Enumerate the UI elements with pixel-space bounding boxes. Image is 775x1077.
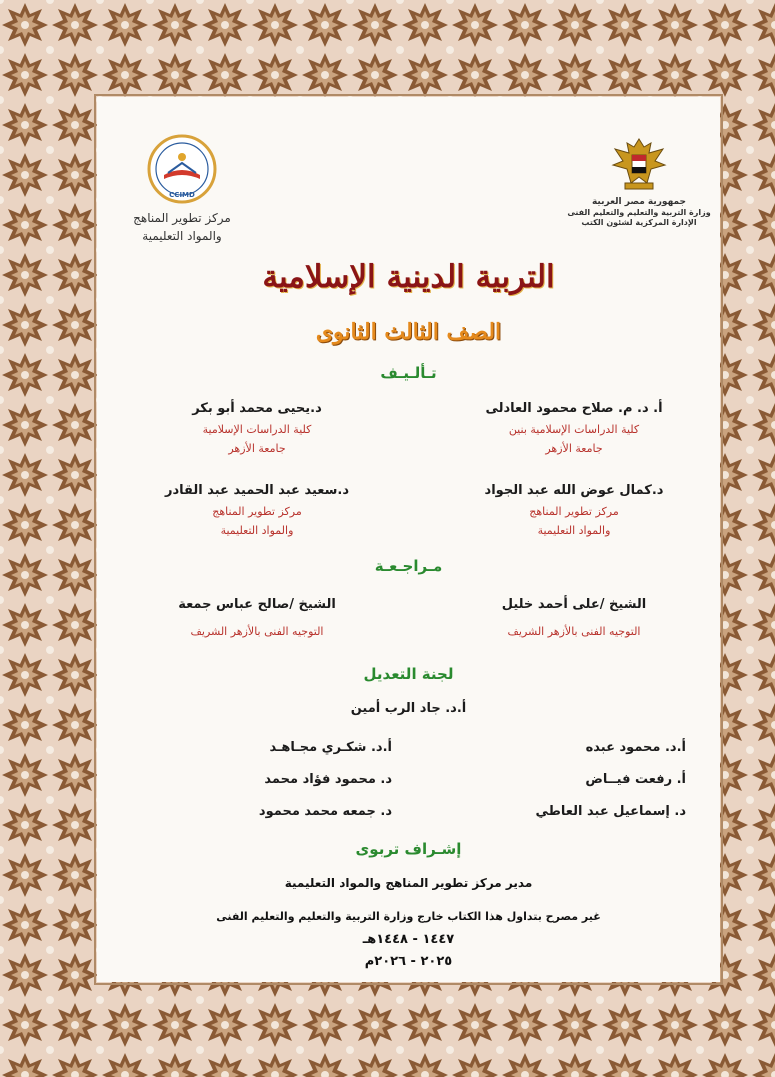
reviewer-1 <box>464 597 684 641</box>
author-3-affil-2: والمواد التعليمية <box>537 524 611 537</box>
ministry-logo-line-2: وزارة التربية والتعليم والتعليم الفنى <box>567 208 711 217</box>
author-1-affil-2: جامعة الأزهر <box>545 442 603 455</box>
author-3-affil-1: مركز تطوير المناهج <box>529 505 619 518</box>
author-1-name: أ. د. م. صلاح محمود العادلى <box>485 401 663 416</box>
book-title: التربية الدينية الإسلامية <box>262 259 555 295</box>
reviewer-2 <box>147 597 367 641</box>
author-2-name: د.يحيى محمد أبو بكر <box>192 401 322 416</box>
author-3 <box>464 483 684 540</box>
curriculum-center-logo-block <box>127 133 237 245</box>
committee-member-1: أ.د. محمود عبده <box>585 740 686 755</box>
reviewer-1-name: الشيخ /على أحمد خليل <box>501 597 647 612</box>
title-page-panel <box>97 97 720 982</box>
author-4-affil-2: والمواد التعليمية <box>220 524 294 537</box>
author-4-name: د.سعيد عبد الحميد عبد القادر <box>164 483 349 498</box>
center-name-line-1: مركز تطوير المناهج <box>133 211 231 225</box>
ccimd-abbr: CCIMD <box>169 191 195 199</box>
committee-member-3: أ. رفعت فيــاض <box>585 772 686 787</box>
supervision-heading: إشـراف تربوى <box>355 840 462 858</box>
grade-subtitle: الصف الثالث الثانوى <box>315 319 502 345</box>
reviewers-heading: مـراجـعـة <box>374 557 443 575</box>
supervision-text: مدير مركز تطوير المناهج والمواد التعليمية <box>284 876 533 890</box>
reviewer-2-affil: التوجيه الفنى بالأزهر الشريف <box>190 625 324 638</box>
author-4 <box>147 483 367 540</box>
ministry-logo-block <box>564 135 714 228</box>
ministry-logo-line-3: الإدارة المركزية لشئون الكتب <box>581 218 697 227</box>
author-2 <box>147 401 367 458</box>
committee-member-4: د. محمود فؤاد محمد <box>264 772 392 787</box>
author-1-affil-1: كلية الدراسات الإسلامية بنين <box>508 423 640 436</box>
committee-member-5: د. إسماعيل عبد العاطي <box>535 804 686 819</box>
reviewer-2-name: الشيخ /صالح عباس جمعة <box>178 597 336 612</box>
authors-heading: تـألـيـف <box>380 364 437 382</box>
hijri-year: ١٤٤٧ - ١٤٤٨هـ <box>362 932 455 947</box>
author-2-affil-2: جامعة الأزهر <box>228 442 286 455</box>
egypt-eagle-emblem-icon <box>611 135 667 193</box>
author-1 <box>464 401 684 458</box>
committee-heading: لجنة التعديل <box>363 665 454 683</box>
gregorian-year: ٢٠٢٥ - ٢٠٢٦م <box>364 954 453 969</box>
center-name-line-2: والمواد التعليمية <box>142 229 222 243</box>
committee-member-6: د. جمعه محمد محمود <box>258 804 392 819</box>
ministry-logo-line-1: جمهورية مصر العربية <box>591 197 687 207</box>
committee-member-2: أ.د. شكـري مجـاهـد <box>269 740 392 755</box>
author-2-affil-1: كلية الدراسات الإسلامية <box>202 423 312 436</box>
committee-head-member: أ.د. جاد الرب أمين <box>350 701 467 716</box>
reviewer-1-affil: التوجيه الفنى بالأزهر الشريف <box>507 625 641 638</box>
author-4-affil-1: مركز تطوير المناهج <box>212 505 302 518</box>
distribution-notice: غير مصرح بتداول هذا الكتاب خارج وزارة التربية والتعليم والتعليم الفنى <box>216 910 601 923</box>
author-3-name: د.كمال عوض الله عبد الجواد <box>484 483 664 498</box>
